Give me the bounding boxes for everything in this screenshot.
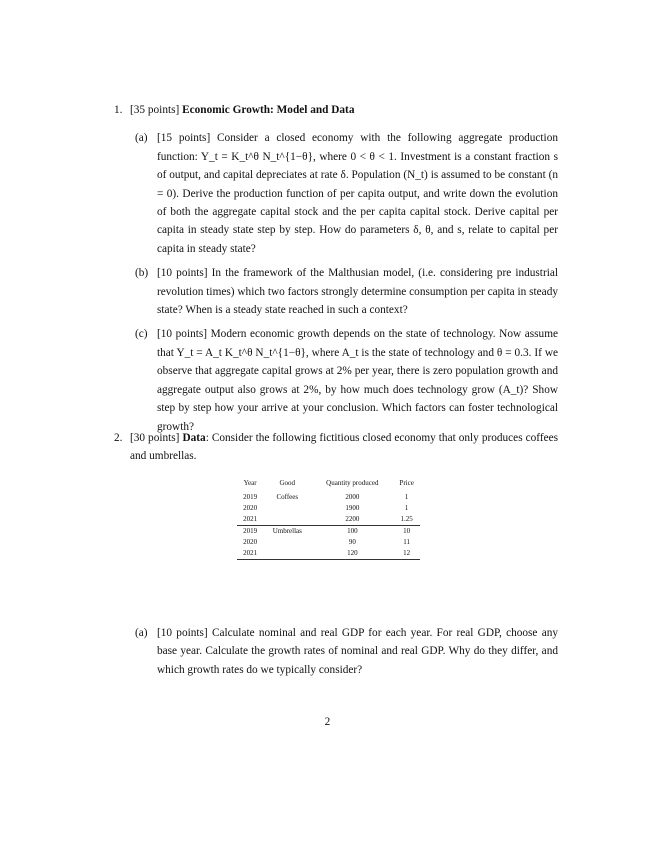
question-2-heading: 2. [30 points] Data: Consider the following fictitious closed economy that only produces coffees and umbrellas.: [114, 429, 558, 466]
question-2a-body: [114, 624, 558, 679]
table-cell: 2021: [237, 548, 263, 560]
question-1-points: [35 points]: [130, 104, 180, 116]
table-cell: 1: [404, 493, 409, 501]
table-cell: 2021: [237, 514, 263, 526]
question-1c-label: (c): [135, 328, 148, 341]
table-cell: 1: [404, 504, 409, 512]
question-1c-points: [10 points]: [157, 328, 208, 341]
table-cell: 2020: [243, 538, 258, 546]
table-cell: 100: [347, 527, 358, 535]
question-2a-points: [10 points]: [157, 627, 208, 639]
table-row: [237, 503, 420, 514]
table-cell: Umbrellas: [272, 527, 302, 535]
table-cell: [263, 503, 311, 514]
table-cell: [263, 514, 311, 526]
table-cell: 2200: [311, 514, 393, 526]
table-row: [237, 537, 420, 548]
table-row: [237, 548, 420, 560]
question-1a-text: Consider a closed economy with the following aggregate production function: Y_t = K_t^θ N_t^{1−θ}, where 0 < θ < 1. Investment is a constant fraction s of output, and capital depreciates at rate δ. Population (N_t) is assumed to be constant (n = 0). Derive the production function of per capita output, and write down the evolution of both the aggregate capital stock and the per capita capital stock. Derive capital per capita in steady state step by step. How do parameters δ, θ, and s, relate to capital per capita in steady state?: [157, 132, 558, 255]
question-1a-label: (a): [135, 132, 148, 145]
question-1-heading: [114, 101, 558, 119]
table-header-price: Price: [399, 479, 414, 487]
table-row: [237, 526, 420, 538]
table-cell: 1.25: [393, 514, 420, 526]
table-cell: Coffees: [276, 493, 299, 501]
table-cell: 12: [393, 548, 420, 560]
question-2-title: Data: [182, 432, 206, 444]
question-1b-text: In the framework of the Malthusian model, (i.e. considering pre industrial revolution times) which two factors strongly determine consumption per capita in steady state? When is a steady state reached in such a context?: [157, 267, 559, 317]
table-cell: [263, 548, 311, 560]
table-cell: [263, 537, 311, 548]
table-header-year: Year: [243, 479, 257, 487]
data-table: [237, 478, 420, 560]
question-1-title: Economic Growth: Model and Data: [182, 104, 355, 116]
question-1b-points: [10 points]: [157, 267, 208, 280]
table-cell: 10: [403, 527, 411, 535]
question-2-number: 2.: [114, 432, 123, 444]
question-2a: [114, 624, 558, 679]
table-header-good: Good: [279, 479, 296, 487]
table-row: [237, 492, 420, 503]
question-1b: [114, 264, 558, 319]
table-cell: 2019: [243, 527, 258, 535]
table-cell: 2019: [243, 493, 258, 501]
table-cell: 90: [348, 538, 356, 546]
question-2-points: [30 points]: [130, 432, 180, 444]
question-1b-label: (b): [135, 267, 149, 280]
table-cell: 1900: [345, 504, 360, 512]
question-1c: [114, 325, 558, 435]
question-1a: [114, 129, 558, 258]
question-2: [114, 429, 558, 466]
question-1a-points: [15 points]: [157, 132, 211, 145]
question-1c-text: Modern economic growth depends on the state of technology. Now assume that Y_t = A_t K_t^θ N_t^{1−θ}, where A_t is the state of technology and θ = 0.3. If we observe that aggregate capital grows at 2% per year, there is zero population growth and aggregate output also grows at 2%, by how much does technology grow (A_t)? Show step by step how your arrive at your conclusion. Which factors can foster technological growth?: [157, 328, 558, 433]
table-row: [237, 514, 420, 526]
table-cell: 2000: [345, 493, 360, 501]
page-number: 2: [324, 716, 331, 728]
question-2a-text: Calculate nominal and real GDP for each year. For real GDP, choose any base year. Calculate the growth rates of nominal and real GDP. Why do they differ, and which growth rates do we typically consider?: [157, 627, 559, 676]
question-2a-label: (a): [135, 627, 148, 639]
question-2-intro: Consider the following fictitious closed economy that only produces coffees and umbrellas.: [130, 432, 559, 463]
table-header-quantity: Quantity produced: [326, 479, 379, 487]
table-cell: 11: [403, 538, 410, 546]
question-1: [114, 101, 558, 436]
table-cell: 2020: [243, 504, 258, 512]
question-1-number: 1.: [114, 104, 123, 116]
table-cell: 120: [311, 548, 393, 560]
